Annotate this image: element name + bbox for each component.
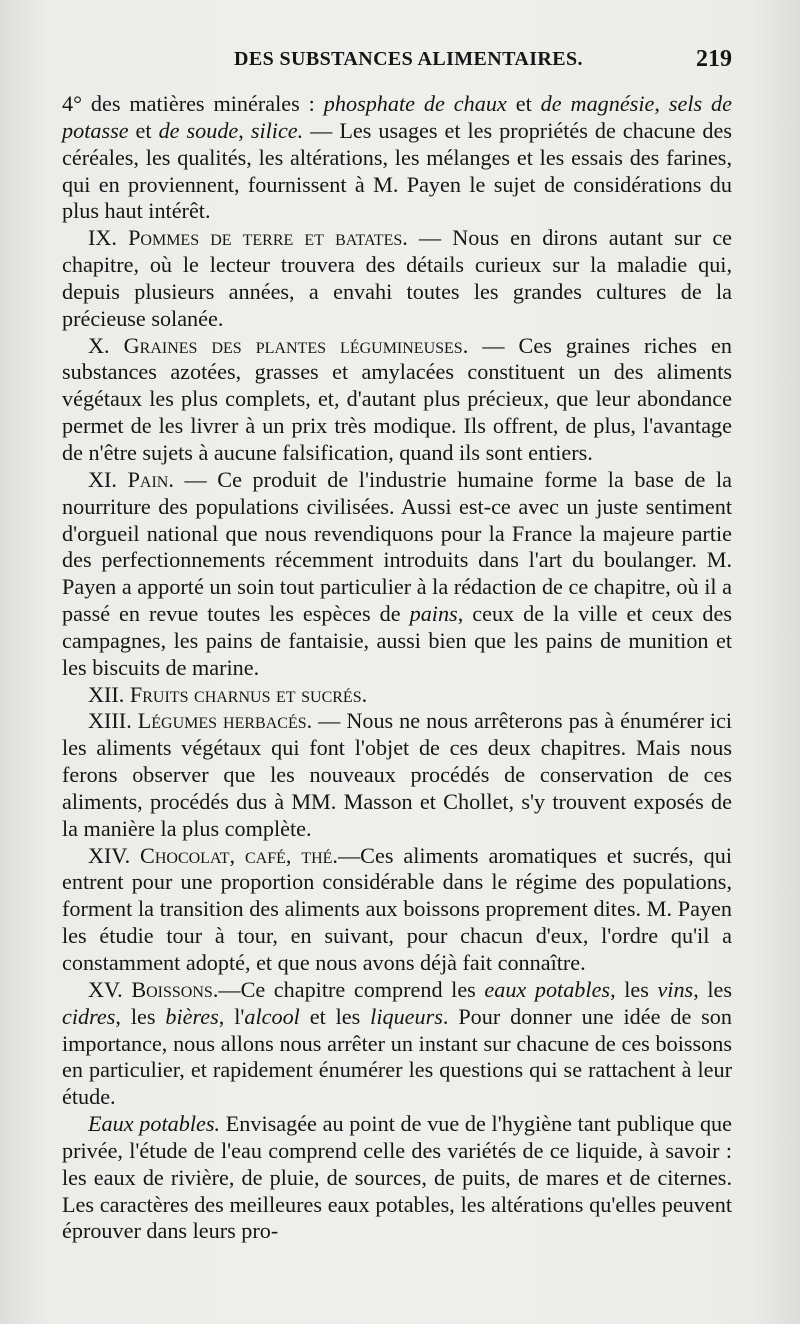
text-run: et bbox=[506, 91, 541, 116]
italic-term: liqueurs bbox=[370, 1003, 443, 1029]
text-run: , bbox=[238, 117, 251, 143]
italic-term: sels de potasse bbox=[62, 91, 733, 143]
italic-term: phosphate de chaux bbox=[323, 91, 507, 116]
section-title: Graines des plantes légumineuses. bbox=[123, 332, 469, 358]
italic-term: de magnésie bbox=[540, 91, 655, 116]
section-number: XII. bbox=[88, 681, 130, 707]
italic-term: bières bbox=[165, 1003, 219, 1029]
paragraph-cereals bbox=[62, 91, 732, 225]
section-title: Pain. bbox=[127, 466, 174, 492]
page-header bbox=[62, 48, 732, 76]
paragraph-section-xv bbox=[62, 977, 732, 1111]
text-run: , bbox=[654, 91, 669, 116]
paragraph-section-ix bbox=[62, 225, 732, 332]
italic-term: vins bbox=[657, 976, 694, 1002]
italic-term: alcool bbox=[244, 1003, 300, 1029]
paragraph-section-xiii bbox=[62, 708, 732, 842]
subsection-title: Eaux potables. bbox=[88, 1111, 221, 1137]
italic-term: cidres bbox=[62, 1003, 116, 1029]
section-number: XIV. bbox=[88, 842, 141, 868]
section-number: XIII. bbox=[88, 708, 138, 734]
section-title: Légumes herbacés. bbox=[137, 708, 313, 734]
section-title: Chocolat, café, thé. bbox=[140, 842, 338, 868]
section-text: , l' bbox=[218, 1003, 245, 1029]
paragraph-eaux-potables bbox=[62, 1111, 732, 1245]
section-text: , les bbox=[115, 1003, 166, 1029]
section-text: , les bbox=[693, 976, 732, 1002]
section-number: XI. bbox=[88, 466, 128, 492]
italic-term: eaux potables bbox=[484, 976, 611, 1002]
section-number: X. bbox=[88, 332, 124, 358]
section-text: . Pour donner une idée de son importance, nous allons nous arrêter un instant sur chacune de ces boissons en particulier, et rapidement énumérer les questions qui se rattachent à leur étude. bbox=[62, 1003, 732, 1110]
section-text: — Ce produit de l'industrie humaine forme la base de la nourriture des populations civilisées. Aussi est-ce avec un juste sentiment d'orgueil national que nous revendiquons pour la France la majeure partie des perfectionnements récemment introduits dans l'art du boulanger. M. Payen a apporté un soin tout particulier à la rédaction de ce chapitre, où il a passé en revue toutes les espèces de bbox=[62, 466, 732, 627]
section-title: Boissons. bbox=[131, 976, 219, 1002]
paragraph-section-xii bbox=[62, 682, 732, 709]
italic-term: silice. bbox=[250, 117, 304, 143]
paragraph-section-xiv bbox=[62, 843, 732, 977]
section-text: , ceux de la ville et ceux des campagnes, les pains de fantaisie, aussi bien que les pains de munition et les biscuits de marine. bbox=[62, 601, 732, 680]
section-text: — Nous ne nous arrêterons pas à énumérer ici les aliments végétaux qui font l'objet de ces deux chapitres. Mais nous ferons observer que les nouveaux procédés de conservation de ces aliments, procédés dus à MM. Masson et Chollet, s'y trouvent exposés de la manière la plus complète. bbox=[62, 708, 732, 841]
paragraph-section-x bbox=[62, 333, 732, 467]
paragraph-section-xi bbox=[62, 467, 732, 682]
section-text: —Ces aliments aromatiques et sucrés, qui entrent pour une proportion considérable dans le régime des populations, forment la transition des aliments aux boissons proprement dites. M. Payen les étudie tour à tour, en suivant, pour chacun d'eux, l'ordre qu'il a constamment adopté, et que nous avons déjà fait connaître. bbox=[62, 842, 733, 975]
section-text: — Ces graines riches en substances azotées, grasses et amylacées constituent un des aliments végétaux les plus complets, et, d'autant plus précieux, que leur abondance permet de les livrer à un prix très modique. Ils offrent, de plus, l'avantage de n'être sujets à aucune falsification, quand ils sont entiers. bbox=[62, 332, 732, 465]
italic-term: pains bbox=[409, 601, 458, 627]
italic-term: de soude bbox=[158, 117, 239, 143]
section-text: Envisagée au point de vue de l'hygiène tant publique que privée, l'étude de l'eau comprend celle des variétés de ce liquide, à savoir : les eaux de rivière, de pluie, de sources, de puits, de mares et de citernes. Les caractères des meilleures eaux potables, les altérations qu'elles peuvent éprouver dans leurs pro- bbox=[62, 1111, 733, 1244]
text-run: 4° des matières minérales : bbox=[62, 91, 324, 116]
section-title: Fruits charnus et sucrés. bbox=[129, 681, 368, 707]
page-body bbox=[62, 91, 732, 1245]
running-title: DES SUBSTANCES ALIMENTAIRES. bbox=[234, 48, 583, 70]
section-text: —Ce chapitre comprend les bbox=[218, 976, 485, 1002]
text-run: et bbox=[128, 117, 159, 143]
section-text: , les bbox=[610, 976, 658, 1002]
section-number: XV. bbox=[88, 976, 132, 1002]
text-run: — Les usages et les propriétés de chacune des céréales, les qualités, les altérations, les mélanges et les essais des farines, qui en proviennent, fournissent à M. Payen le sujet de considérations du plus haut intérêt. bbox=[62, 117, 733, 224]
section-number: IX. bbox=[88, 225, 129, 251]
page-number: 219 bbox=[696, 46, 732, 72]
section-text: et les bbox=[299, 1003, 371, 1029]
section-title: Pommes de terre et batates. bbox=[128, 225, 408, 251]
section-text: — Nous en dirons autant sur ce chapitre, où le lecteur trouvera des détails curieux sur la maladie qui, depuis plusieurs années, a envahi toutes les grandes cultures de la précieuse solanée. bbox=[62, 225, 733, 331]
